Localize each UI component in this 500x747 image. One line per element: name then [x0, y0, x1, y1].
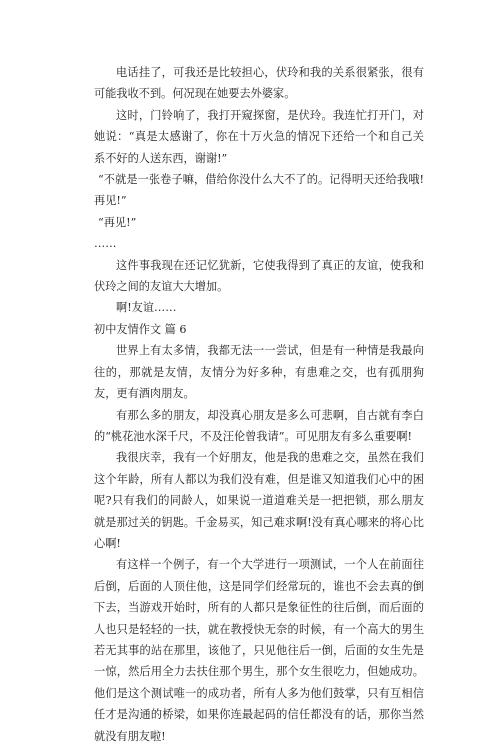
document-page: [94, 62, 424, 747]
paragraph: 啊!友谊……: [116, 301, 177, 315]
paragraph: 世界上有太多情，我都无法一一尝试，但是有一种情是我最向往的，那就是友情，友情分为好多种，有患难之交，也有孤朋狗友，更有酒肉朋友。: [94, 344, 424, 401]
paragraph: 这时，门铃响了，我打开窥探窗，是伏玲。我连忙打开门，对她说：“真是太感谢了，你在十万火急的情况下还给一个和自己关系不好的人送东西，谢谢!”: [94, 108, 424, 165]
paragraph: ……: [94, 237, 117, 251]
paragraph: 有那么多的朋友，却没真心朋友是多么可悲啊，自古就有李白的“桃花池水深千尺，不及汪伦曾我请”。可见朋友有多么重要啊!: [94, 408, 424, 443]
paragraph: 我很庆幸，我有一个好朋友，他是我的患难之交，虽然在我们这个年龄，所有人都以为我们没有难，但是谁又知道我们心中的困呢?只有我们的同龄人，如果说一道道难关是一把把锁，那么朋友就是那过关的钥匙。千金易买，知己难求啊!没有真心哪来的将心比心啊!: [94, 451, 424, 550]
paragraph: 电话挂了，可我还是比较担心，伏玲和我的关系很紧张，很有可能我收不到。何况现在她要去外婆家。: [94, 66, 424, 101]
paragraph: “再见!”: [98, 215, 137, 229]
section-heading: 初中友情作文 篇 6: [94, 322, 187, 336]
paragraph: “不就是一张卷子嘛，借给你没什么大不了的。记得明天还给我哦!再见!”: [94, 173, 424, 208]
paragraph: 有这样一个例子，有一个大学进行一项测试，一个人在前面往后倒，后面的人顶住他，这是同学们经常玩的，谁也不会去真的倒下去，当游戏开始时，所有的人都只是象征性的往后倒，而后面的人也只是轻轻的一扶，就在教授快无奈的时候，有一个高大的男生若无其事的站在那里，该他了，只见他往后一倒，后面的女生先是一惊，然后用全力去扶住那个男生，那个女生很吃力，但她成功。他们是这个测试唯一的成功者，所有人多为他们鼓掌，只有互相信任才是沟通的桥梁，如果你连最起码的信任都没有的话，那你当然就没有朋友啦!: [94, 558, 424, 743]
paragraph: 这件事我现在还记忆犹新，它使我得到了真正的友谊，使我和伏玲之间的友谊大大增加。: [94, 258, 424, 294]
